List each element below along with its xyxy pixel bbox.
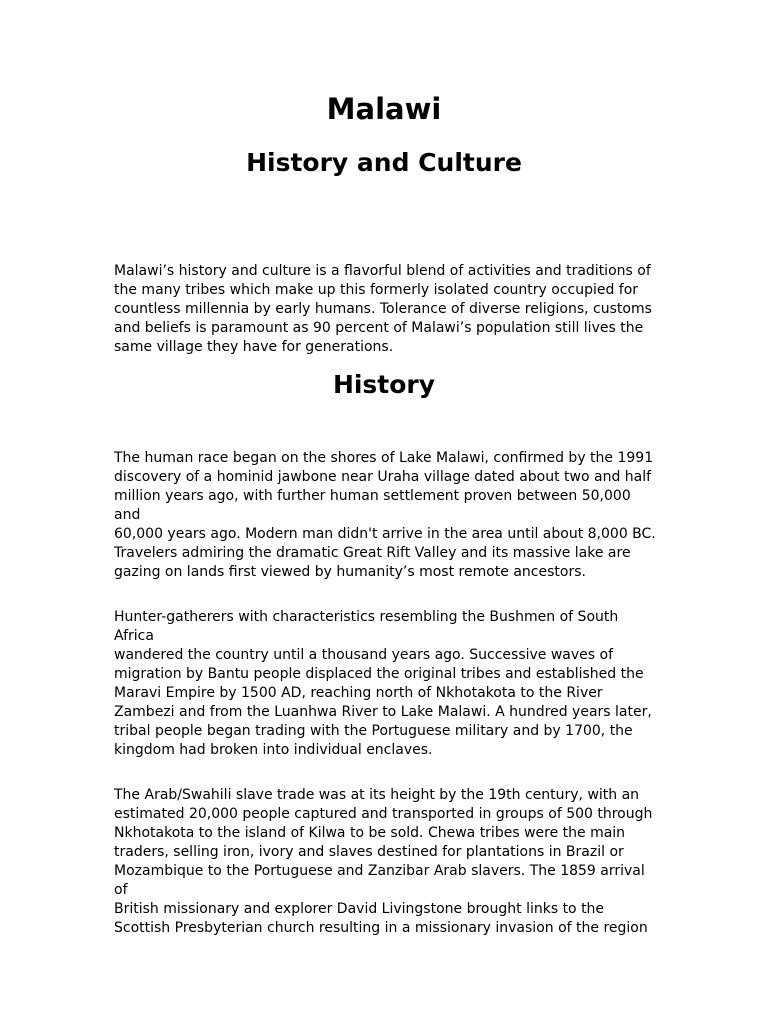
- intro-paragraph: Malawi’s history and culture is a flavorful blend of activities and traditions of the many tribes which make up this formerly isolated country occupied for countless millennia by early humans. Tolerance of diverse religions, customs and beliefs is paramount as 90 percent of Malawi’s population still lives the same village they have for generations.: [114, 263, 652, 355]
- document-title: Malawi: [326, 92, 442, 126]
- document-subtitle: History and Culture: [246, 148, 522, 177]
- history-heading: History: [332, 370, 436, 399]
- history-paragraph-3: The Arab/Swahili slave trade was at its height by the 19th century, with an estimated 20,000 people captured and transported in groups of 500 through Nkhotakota to the island of Kilwa to be sold. Chewa tribes were the main traders, selling iron, ivory and slaves destined for plantations in Brazil or Mozambique to the Portuguese and Zanzibar Arab slavers. The 1859 arrival of British missionary and explorer David Livingstone brought links to the Scottish Presbyterian church resulting in a missionary invasion of the region: [114, 787, 653, 936]
- history-paragraph-1: The human race began on the shores of Lake Malawi, confirmed by the 1991 discovery of a hominid jawbone near Uraha village dated about two and half million years ago, with further human settlement proven between 50,000 and 60,000 years ago. Modern man didn't arrive in the area until about 8,000 BC. Travelers admiring the dramatic Great Rift Valley and its massive lake are gazing on lands first viewed by humanity’s most remote ancestors.: [114, 450, 656, 580]
- history-paragraph-2: Hunter-gatherers with characteristics resembling the Bushmen of South Africa wandered the country until a thousand years ago. Successive waves of migration by Bantu people displaced the original tribes and established the Maravi Empire by 1500 AD, reaching north of Nkhotakota to the River Zambezi and from the Luanhwa River to Lake Malawi. A hundred years later, tribal people began trading with the Portuguese military and by 1700, the kingdom had broken into individual enclaves.: [114, 609, 652, 758]
